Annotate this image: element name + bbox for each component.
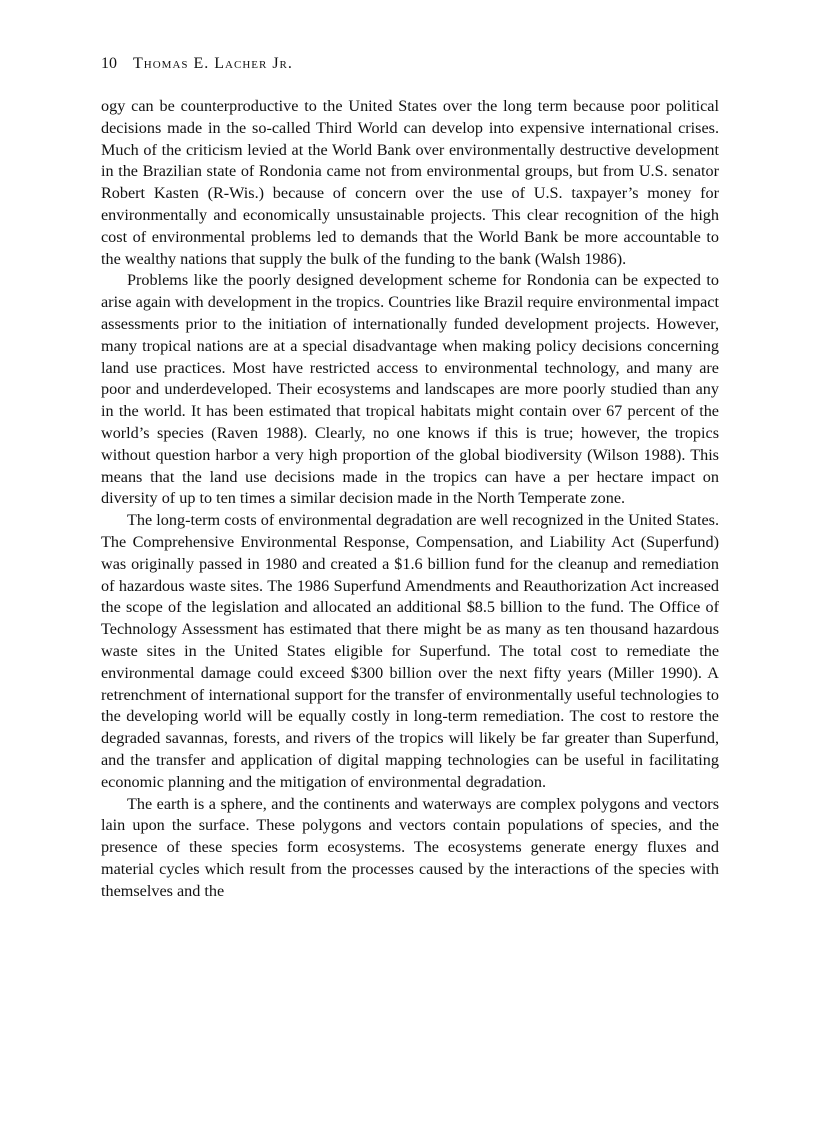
paragraph-continuation: ogy can be counterproductive to the United States over the long term because poor political decisions made in the so-called Third World can develop into expensive international crises. Much of the criticism levied at the World Bank over environmentally destructive development in the Brazilian state of Rondonia came not from environmental groups, but from U.S. senator Robert Kasten (R-Wis.) because of concern over the use of U.S. taxpayer’s money for environmentally and economically unsustainable projects. This clear recognition of the high cost of environmental problems led to demands that the World Bank be more accountable to the wealthy nations that supply the bulk of the funding to the bank (Walsh 1986). bbox=[101, 97, 719, 268]
running-head bbox=[101, 52, 719, 76]
book-page bbox=[101, 52, 719, 902]
page-number: 10 bbox=[101, 55, 117, 72]
body-text bbox=[101, 96, 719, 902]
paragraph-earth-sphere: The earth is a sphere, and the continents and waterways are complex polygons and vectors lain upon the surface. These polygons and vectors contain populations of species, and the presence of these species form ecosystems. The ecosystems generate energy fluxes and material cycles which result from the processes caused by the interactions of the species with themselves and the bbox=[101, 794, 719, 900]
paragraph-rondonia-tropics: Problems like the poorly designed development scheme for Rondonia can be expected to arise again with development in the tropics. Countries like Brazil require environmental impact assessments prior to the initiation of internationally funded development projects. However, many tropical nations are at a special disadvantage when making policy decisions concerning land use practices. Most have restricted access to environmental technology, and many are poor and underdeveloped. Their ecosystems and landscapes are more poorly studied than any in the world. It has been estimated that tropical habitats might contain over 67 percent of the world’s species (Raven 1988). Clearly, no one knows if this is true; however, the tropics without question harbor a very high proportion of the global biodiversity (Wilson 1988). This means that the land use decisions made in the tropics can have a per hectare impact on diversity of up to ten times a similar decision made in the North Temperate zone. bbox=[101, 271, 719, 508]
running-head-author: Thomas E. Lacher Jr. bbox=[133, 55, 293, 72]
paragraph-superfund-costs: The long-term costs of environmental degradation are well recognized in the United States. The Comprehensive Environmental Response, Compensation, and Liability Act (Superfund) was originally passed in 1980 and created a $1.6 billion fund for the cleanup and remediation of hazardous waste sites. The 1986 Superfund Amendments and Reauthorization Act increased the scope of the legislation and allocated an additional $8.5 billion to the fund. The Office of Technology Assessment has estimated that there might be as many as ten thousand hazardous waste sites in the United States eligible for Superfund. The total cost to remediate the environmental damage could exceed $300 billion over the next fifty years (Miller 1990). A retrenchment of international support for the transfer of environmentally useful technologies to the developing world will be equally costly in long-term remediation. The cost to restore the degraded savannas, forests, and rivers of the tropics will likely be far greater than Superfund, and the transfer and application of digital mapping technologies can be useful in facilitating economic planning and the mitigation of environmental degradation. bbox=[101, 511, 719, 791]
